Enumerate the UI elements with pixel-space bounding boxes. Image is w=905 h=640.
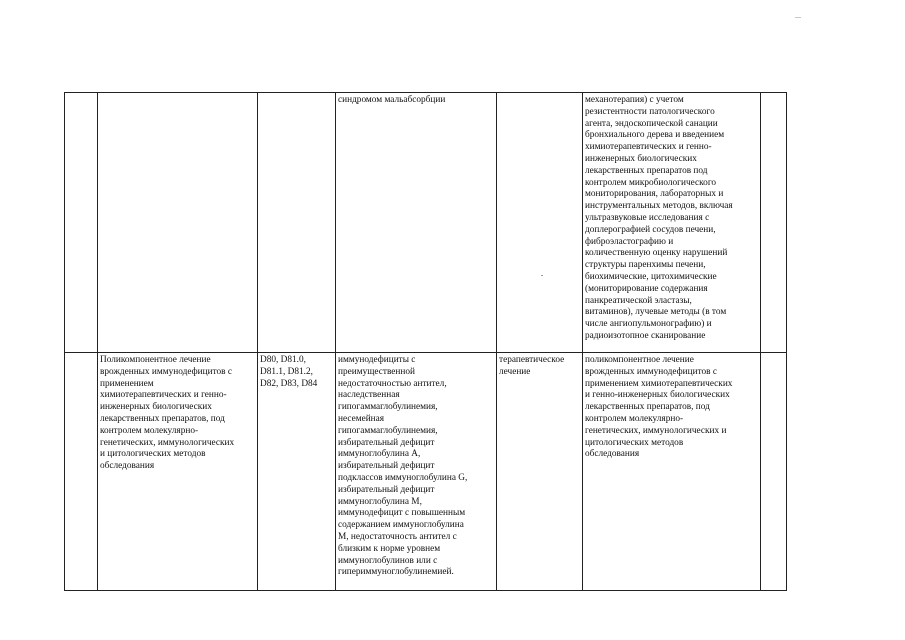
row-number-cell [65,353,98,591]
cell-text-line: гипогаммаглобулинемия, [338,402,438,413]
cell-text-line: иммунодефициты с [338,355,416,365]
treatment-name-cell [98,93,258,353]
cell-text-line: цитологических методов [585,437,684,448]
cell-text-line: избирательный дефицит [338,437,435,448]
norm-cell [761,93,787,353]
cell-text-line: и цитологических методов [100,449,206,460]
cell-text-line: обследования [585,449,640,460]
cell-text-line: инженерных биологических [585,153,697,164]
norm-cell [761,353,787,591]
cell-text-line: наследственная [338,390,400,401]
table-row [65,353,787,591]
cell-text-line: лекарственных препаратов, под [100,413,225,424]
cell-text-line: М, недостаточность антител с [338,531,457,542]
cell-text-line: синдромом мальабсорбции [338,95,446,105]
cell-text-line: мониторирования, лабораторных и [585,189,724,200]
cell-text-line: гипогаммаглобулинемия, [338,425,438,436]
cell-text-line: агента, эндоскопической санации [585,118,718,129]
cell-text-line: инженерных биологических [100,402,212,413]
cell-text-line: контролем микробиологического [585,177,717,188]
cell-text-line: врожденных иммунодефицитов с [100,366,232,377]
cell-text-line: D80, D81.0, [260,355,306,365]
cell-text-line: терапевтическое [499,355,565,365]
cell-text-line: D81.1, D81.2, [260,366,313,377]
cell-text-line: Поликомпонентное лечение [100,355,211,365]
treatment-name-cell [98,353,258,591]
table-row [65,93,787,353]
cell-text-line: и генно-инженерных биологических [585,390,730,401]
cell-text-line: (мониторирование содержания [585,283,708,294]
cell-text-line: избирательный дефицит [338,484,435,495]
row-number-cell [65,93,98,353]
cell-text-line: контролем молекулярно- [585,413,684,424]
cell-text-line: поликомпонентное лечение [585,355,694,365]
patient-model-cell [336,353,497,591]
cell-text-line: фиброэластографию и [585,236,674,247]
cell-text-line: несемейная [338,413,385,424]
cell-text-line: иммуноглобулина А, [338,449,421,460]
cell-text-line: лекарственных препаратов под [585,165,708,176]
cell-text-line: применением [100,378,154,389]
cell-text-line: резистентности патологического [585,106,715,117]
treatment-method-cell [583,353,761,591]
cell-text-line: содержанием иммуноглобулина [338,520,464,531]
icd-code-cell [258,353,336,591]
patient-model-cell [336,93,497,353]
cell-text-line: иммунодефицит с повышенным [338,508,466,519]
cell-text-line: химиотерапевтических и генно- [100,390,227,401]
cell-text-line: избирательный дефицит [338,461,435,472]
cell-text-line: применением химиотерапевтических [585,378,733,389]
cell-text-line: обследования [100,461,155,472]
cell-text-line: биохимические, цитохимические [585,271,717,282]
treatment-table [64,92,787,591]
cell-text-line: гипериммуноглобулинемией. [338,567,454,578]
cell-text-line: химиотерапевтических и генно- [585,142,712,153]
cell-text-line: недостаточностью антител, [338,378,447,389]
cell-text-line: врожденных иммунодефицитов с [585,366,717,377]
cell-text-line: бронхиального дерева и введением [585,130,725,141]
cell-text-line: ультразвуковые исследования с [585,212,710,223]
cell-text-line: лечение [499,366,531,377]
cell-text-line: генетических, иммунологических и [585,425,727,436]
cell-text-line: структуры паренхимы печени, [585,260,706,271]
cell-text-line: близким к норме уровнем [338,543,441,554]
cell-text-line: радиоизотопное сканирование [585,330,706,341]
cell-text-line: генетических, иммунологических [100,437,235,448]
icd-code-cell [258,93,336,353]
cell-text-line: иммуноглобулинов или с [338,555,438,566]
cell-text-line: подклассов иммуноглобулина G, [338,472,468,483]
treatment-type-cell [497,353,583,591]
cell-text-line: доплерографией сосудов печени, [585,224,716,235]
cell-text-line: контролем молекулярно- [100,425,199,436]
cell-text-line: инструментальных методов, включая [585,201,733,212]
cell-text-line: иммуноглобулина М, [338,496,422,507]
cell-text-line: преимущественной [338,366,415,377]
cell-text-line: панкреатической эластазы, [585,295,692,306]
treatment-type-cell [497,93,583,353]
cell-text-line: количественную оценку нарушений [585,248,728,259]
cell-text-line: лекарственных препаратов, под [585,402,710,413]
cell-text-line: механотерапия) с учетом [585,95,684,105]
cell-text-line: витаминов), лучевые методы (в том [585,307,727,318]
scan-mark [795,17,801,18]
cell-text-line: числе ангиопульмонографию) и [585,319,712,330]
cell-text-line: D82, D83, D84 [260,378,318,389]
treatment-method-cell [583,93,761,353]
